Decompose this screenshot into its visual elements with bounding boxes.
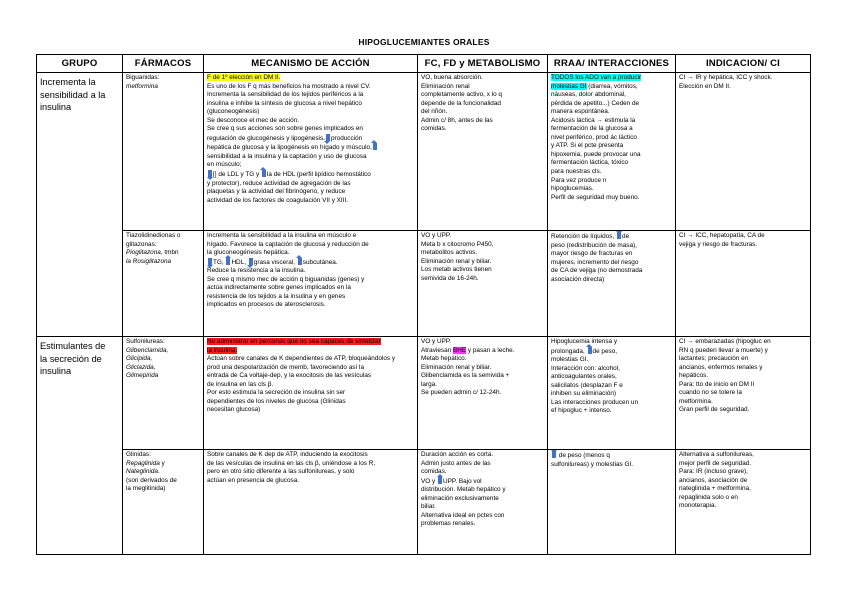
text-line: Eliminación renal y biliar. <box>421 363 492 371</box>
text-line: semivida de 16-24h. <box>421 274 479 282</box>
text-line: mujeres, incremento del riesgo <box>551 258 639 266</box>
text-line: anticoagulantes orales, <box>551 373 617 381</box>
text-line: VO y UPP. <box>421 232 452 239</box>
text-line: asociación directa) <box>551 275 605 283</box>
right-arrow-icon: → <box>687 232 694 239</box>
text-line: molestias GI. <box>551 356 589 364</box>
text-line: ancianos, asociación de <box>679 476 748 484</box>
text-fragment: y <box>159 459 165 467</box>
table-row-tiazolidinedionas <box>37 231 811 337</box>
text-line: biliar. <box>421 503 436 511</box>
text-line: hígado. Favorece la captación de glucosa y reducción de <box>207 240 369 248</box>
text-line: completamente activo, x lo q <box>421 91 502 99</box>
text-line: Perfil de seguridad muy bueno. <box>551 193 640 201</box>
farmaco-class: Sulfonilureas: <box>126 338 165 345</box>
text-line: Es uno de los F q más beneficios ha mostrado a nivel CV. <box>207 82 371 90</box>
text-fragment: VO y <box>421 477 436 485</box>
header-rraa: RRAA/ INTERACCIONES <box>548 55 676 73</box>
header-grupo: GRUPO <box>37 55 123 73</box>
mecanismo-cell-tiazolidinedionas <box>204 231 418 337</box>
text-line: Se cree q mismo mec de acción q biguanidas (genes) y <box>207 275 365 283</box>
text-line: depende de la funcionalidad <box>421 99 501 107</box>
text-line: actúan en presencia de glucosa. <box>207 476 300 484</box>
text-line: problemas renales. <box>421 520 476 528</box>
text-line: de las vesículas de insulina en las cls β, uniéndose a los R, <box>207 459 376 467</box>
right-arrow-icon: → <box>687 338 694 345</box>
text-line: insulina e inhibe la síntesis de glucosa a nivel hepático <box>207 99 362 107</box>
rraa-cell-glinidas <box>548 450 676 555</box>
text-line: Incrementa la sensibilidad de los tejidos periféricos a la <box>207 91 364 99</box>
text-fragment: HDL, <box>231 258 246 266</box>
text-fragment: producción <box>330 134 363 142</box>
text-line: eliminación exclusivamente <box>421 494 499 502</box>
text-line: resistencia de los tejidos a la insulina y en genes <box>207 292 346 300</box>
blue-up-arrow-icon <box>617 232 621 239</box>
farmaco-name: Glibenclamida, <box>126 346 169 354</box>
text-line: necesitan glucosa) <box>207 406 261 414</box>
text-line: hipoglucemias. <box>551 185 594 193</box>
text-line: vejiga y riesgo de fracturas. <box>679 240 758 248</box>
text-line: Metab hepático. <box>421 355 467 363</box>
fc-cell-sulfonilureas <box>418 337 548 450</box>
text-line: salicilatos (desplazan F e <box>551 381 623 389</box>
text-line: monoterapia. <box>679 502 717 510</box>
text-line: de CA de vejiga (no demostrada <box>551 267 643 275</box>
text-line: peso (redistribución de masa), <box>551 241 637 249</box>
blue-up-arrow-icon <box>373 143 377 150</box>
highlight-first-choice: F de 1º elección en DM II. <box>207 74 281 81</box>
text-fragment: ICC, hepatopatía, CA de <box>695 232 765 239</box>
fc-cell-tiazolidinedionas <box>418 231 548 337</box>
text-line: (son derivados de <box>126 476 177 484</box>
text-fragment: Retención de líquidos, <box>551 233 615 240</box>
farmacos-cell-biguanidas <box>123 73 204 231</box>
text-line: entrada de Ca voltaje-dep, y la exocitosis de las vesículas <box>207 372 372 380</box>
text-line: prod una despolarización de memb, favoreciendo así la <box>207 363 365 371</box>
text-line: ef hipogluc + intenso. <box>551 407 612 415</box>
blue-down-arrow-icon <box>208 170 212 177</box>
text-line: VO y UPP. <box>421 338 452 345</box>
text-fragment: regulación de glucogénesis y lipogénesis. <box>207 134 325 142</box>
text-line: inhiben su eliminación) <box>551 390 617 398</box>
text-line: Eliminación renal <box>421 82 470 90</box>
farmaco-name: Glimepirida <box>126 372 159 380</box>
rraa-cell-biguanidas <box>548 73 676 231</box>
text-line: Duración acción es corta. <box>421 451 494 458</box>
text-line: metformina. <box>679 397 713 405</box>
text-line: Alternativa ideal en pctes con <box>421 511 505 519</box>
indicacion-cell-tiazolidinedionas <box>676 231 811 337</box>
text-fragment: grasa visceral, <box>253 258 295 266</box>
farmaco-name: Pioglitazona <box>126 249 161 257</box>
blue-up-arrow-icon <box>552 451 556 458</box>
text-fragment: de peso (menos q <box>558 452 610 459</box>
text-line: Admin c/ 8h, antes de las <box>421 116 493 124</box>
text-line: larga. <box>421 380 437 388</box>
text-line: cuando no se tolere la <box>679 389 742 397</box>
rraa-cell-sulfonilureas <box>548 337 676 450</box>
text-line: hipoxemia, puede provocar una <box>551 150 641 158</box>
text-fragment: . <box>157 468 160 476</box>
text-line: fermentación de la glucosa a <box>551 125 633 133</box>
highlight-todos-ado: TODOS los ADO van a producir <box>551 74 642 81</box>
right-arrow-icon: → <box>596 116 603 124</box>
text-line: la meglitinida) <box>126 485 166 493</box>
text-line: Reduce la resistencia a la insulina. <box>207 267 306 275</box>
mecanismo-cell-biguanidas <box>204 73 418 231</box>
table-row-biguanidas <box>37 73 811 231</box>
header-row <box>37 55 811 73</box>
text-line: y protector), reduce actividad de agregación de las <box>207 179 351 187</box>
text-line: comidas. <box>421 468 447 476</box>
text-fragment: y pasan a leche. <box>467 346 515 354</box>
text-line: fermentación láctica, tóxico <box>551 159 629 167</box>
indicacion-cell-biguanidas <box>676 73 811 231</box>
text-line: dependientes de los niveles de glucosa (Glinidas <box>207 397 346 405</box>
text-line: mejor perfil de seguridad. <box>679 459 752 467</box>
text-line: Por esto estimula la secreción de insulina sin ser <box>207 389 346 397</box>
text-fragment: Atraviesan <box>421 346 452 354</box>
text-line: plaquetas y la actividad del fibrinógeno, y reduce <box>207 188 346 196</box>
farmacos-cell-glinidas <box>123 450 204 555</box>
text-fragment: CI <box>679 338 686 345</box>
text-fragment: estimula la <box>604 116 636 124</box>
text-line: la gluconeogénesis hepática. <box>207 249 290 257</box>
highlight-molestias-gi: molestias GI <box>551 82 587 90</box>
text-line: pérdida de apetito...) Ceden de <box>551 99 640 107</box>
farmaco-name: Gliclazida, <box>126 363 156 371</box>
text-fragment: prolongada, <box>551 347 585 355</box>
text-line: de insulina en las cls β. <box>207 380 274 388</box>
document-title: HIPOGLUCEMIANTES ORALES <box>358 37 490 47</box>
header-indicacion: INDICACION/ CI <box>676 55 811 73</box>
text-fragment: CI <box>679 74 686 81</box>
text-line: en músculo; <box>207 161 242 169</box>
text-line: comidas. <box>421 125 447 133</box>
highlight-warning: No administrar en personas que no sea capaces de sintetizar <box>207 338 381 345</box>
text-line: nivel periférico, prod ác láctico <box>551 133 637 141</box>
text-line: distribución. Metab hepático y <box>421 486 506 494</box>
text-fragment: [] de LDL y TG y <box>213 171 260 179</box>
farmaco-name: metformina <box>126 82 158 90</box>
blue-up-arrow-icon <box>298 258 302 265</box>
text-line: Alternativa a sulfonilureas, <box>679 451 754 458</box>
text-line: Para: tto de inicio en DM II <box>679 380 755 388</box>
text-line: metabolitos activos. <box>421 249 478 257</box>
text-line: Las interacciones producen un <box>551 398 639 406</box>
mecanismo-cell-glinidas <box>204 450 418 555</box>
text-fragment: de peso, <box>592 347 618 355</box>
text-line: Sobre canales de K dep de ATP, induciendo la exocitosis <box>207 451 368 458</box>
text-fragment: IR y hepática, ICC y shock. <box>695 74 773 81</box>
farmacos-cell-sulfonilureas <box>123 337 204 450</box>
text-fragment: Acidosis láctica <box>551 116 595 124</box>
text-fragment: (diarrea, vómitos, <box>588 82 638 90</box>
text-line: RN q pueden llevar a muerte) y <box>679 346 768 354</box>
text-line: Los metab activos tienen <box>421 266 492 274</box>
text-fragment: CI <box>679 232 686 239</box>
text-line: Para: IR (incluso grave), <box>679 468 748 476</box>
grupo-line: insulina <box>40 366 72 376</box>
drug-table <box>36 54 811 555</box>
text-line: VO, buena absorción. <box>421 74 483 81</box>
text-line: Meta b x citocromo P450, <box>421 240 494 248</box>
text-fragment: TG, <box>213 258 224 266</box>
text-line: Glibenclamida es la semivida + <box>421 372 510 380</box>
farmaco-name: Nateglinida <box>126 468 158 476</box>
blue-down-arrow-icon <box>208 258 212 265</box>
text-line: (gluconeogénesis) <box>207 108 260 116</box>
text-line: pero en otro sitio diferente a las sulfonilureas, y solo <box>207 468 355 476</box>
text-line: repaglinida solo o en <box>679 493 738 501</box>
blue-up-arrow-icon <box>226 258 230 265</box>
text-fragment: UPP. Bajo vol <box>443 477 482 485</box>
indicacion-cell-sulfonilureas <box>676 337 811 450</box>
text-line: para nuestras cls. <box>551 168 602 176</box>
farmaco-name: Repaglinida <box>126 459 160 467</box>
text-line: mayor riesgo de fracturas en <box>551 250 633 258</box>
text-line: lactantes; precaución en <box>679 355 749 363</box>
table-row-glinidas <box>37 450 811 555</box>
text-fragment: de <box>622 233 630 240</box>
text-line: ancianos, enfermos renales y <box>679 363 763 371</box>
grupo-line: la secreción de <box>40 353 102 364</box>
blue-up-arrow-icon <box>588 347 592 354</box>
highlight-bhe: BHE <box>452 346 467 354</box>
text-line: nateglinida + metformina, <box>679 485 751 493</box>
text-line: Eliminación renal y biliar. <box>421 257 492 265</box>
text-fragment: embarazadas (hipogluc en <box>695 338 771 345</box>
grupo-line: sensibilidad a la <box>40 89 106 100</box>
blue-down-arrow-icon <box>326 134 330 141</box>
header-mecanismo: MECANISMO DE ACCIÓN <box>204 55 418 73</box>
text-line: Gran perfil de seguridad. <box>679 406 750 414</box>
text-line: náuseas, dolor abdominal, <box>551 91 626 99</box>
grupo-cell-secrecion <box>37 337 123 555</box>
text-line: Actúan sobre canales de K dependientes de ATP, bloqueándolos y <box>207 355 396 363</box>
farmaco-class: Biguanidas: <box>126 74 160 81</box>
text-line: actúa indirectamente sobre genes implicados en la <box>207 284 351 292</box>
text-line: implicados en procesos de aterosclerosis. <box>207 301 326 309</box>
indicacion-cell-glinidas <box>676 450 811 555</box>
header-fc: FC, FD y METABOLISMO <box>418 55 548 73</box>
text-line: actividad de los factores de coagulación VII y XIII. <box>207 196 349 204</box>
fc-cell-glinidas <box>418 450 548 555</box>
text-line: hepáticos. <box>679 372 709 380</box>
text-line: sulfonilureas) y molestias GI. <box>551 460 634 468</box>
rraa-cell-tiazolidinedionas <box>548 231 676 337</box>
farmacos-cell-tiazolidinedionas <box>123 231 204 337</box>
text-line: Se pueden admin c/ 12-24h. <box>421 389 502 397</box>
blue-up-arrow-icon <box>438 477 442 484</box>
header-farmacos: FÁRMACOS <box>123 55 204 73</box>
highlight-warning: la insulina. <box>207 346 238 354</box>
text-line: Admin justo antes de las <box>421 459 491 467</box>
text-fragment: , tmbn <box>160 249 179 257</box>
text-line: manera espontánea. <box>551 108 610 116</box>
fc-cell-biguanidas <box>418 73 548 231</box>
text-line: Para vez produce n <box>551 176 607 184</box>
text-line: y ATP. Si el pcte presenta <box>551 142 624 150</box>
farmaco-class: Glinidas: <box>126 451 151 458</box>
farmaco-class: glitazonas: <box>126 240 157 248</box>
text-fragment: hepática de glucosa y la lipogénesis en hígado y músculo, <box>207 144 372 152</box>
text-line: Se cree q sus acciones son sobre genes implicados en <box>207 125 363 133</box>
text-line: Incrementa la sensibilidad a la insulina en músculo e <box>207 232 357 239</box>
grupo-line: insulina <box>40 102 72 112</box>
text-line: sensibilidad a la insulina y la captación y uso de glucosa <box>207 152 367 160</box>
farmaco-class: Tiazolidinedionas o <box>126 232 181 239</box>
text-line: Elección en DM II. <box>679 82 731 90</box>
text-fragment: la de HDL (perfil lipídico hemostático <box>266 171 371 179</box>
grupo-cell-sensibilidad <box>37 73 123 337</box>
table-row-sulfonilureas <box>37 337 811 450</box>
text-line: Se desconoce el mec de acción. <box>207 116 300 124</box>
text-line: Interacción con: alcohol, <box>551 364 620 372</box>
grupo-line: Estimulantes de <box>40 341 106 351</box>
mecanismo-cell-sulfonilureas <box>204 337 418 450</box>
farmaco-name: la Rosiglitazona <box>126 257 172 265</box>
farmaco-name: Glicipida, <box>126 355 153 363</box>
blue-down-arrow-icon <box>249 258 253 265</box>
grupo-line: Incrementa la <box>40 77 96 87</box>
text-fragment: subcutánea. <box>302 258 338 266</box>
blue-up-arrow-icon <box>262 170 266 177</box>
text-line: Hipoglucemia intensa y <box>551 338 618 345</box>
right-arrow-icon: → <box>687 74 694 81</box>
text-line: del riñón. <box>421 108 448 116</box>
